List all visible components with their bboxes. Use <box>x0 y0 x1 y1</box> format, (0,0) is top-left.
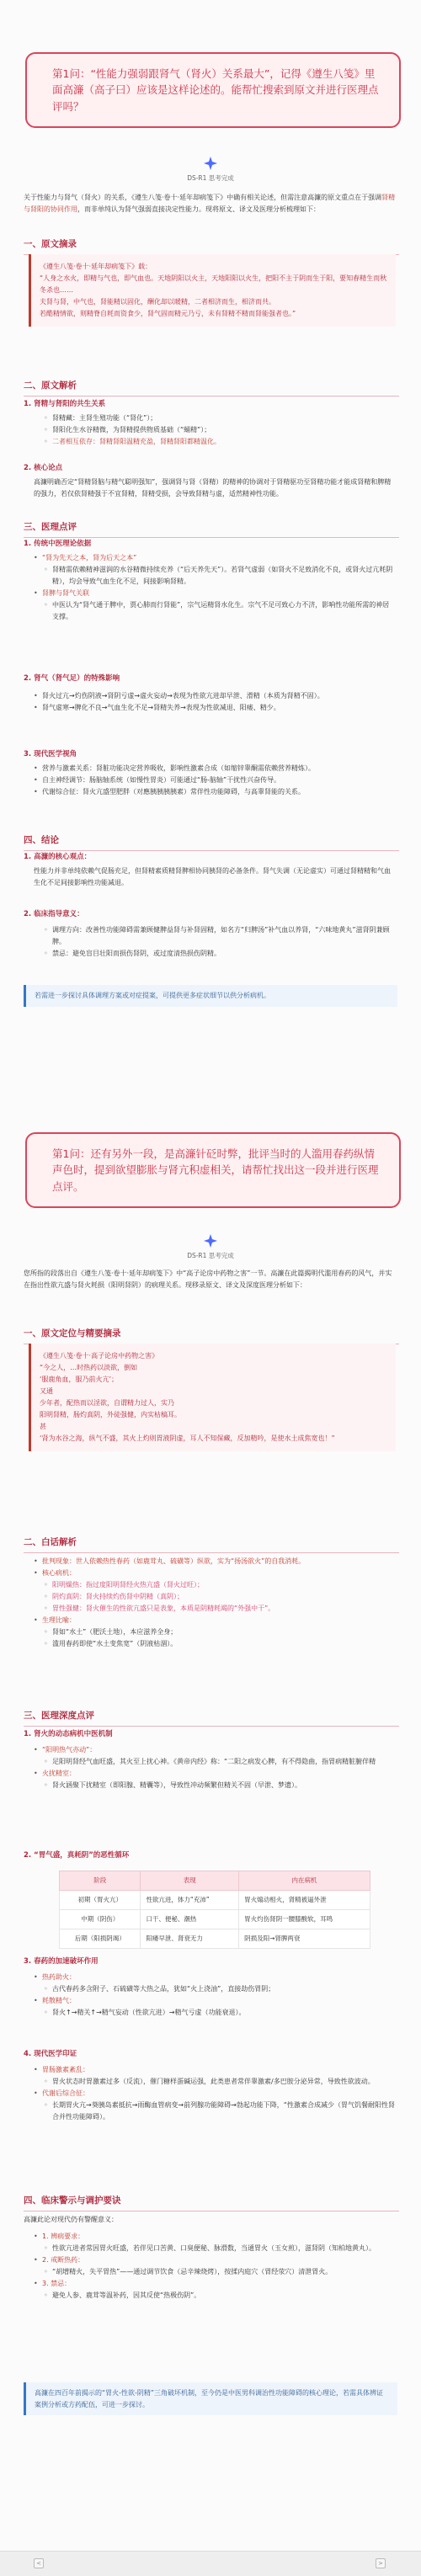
table-cell: 性欲亢进，体力“充沛” <box>141 1891 239 1910</box>
prev-page-button[interactable]: < <box>34 2558 44 2568</box>
section-heading: 二、原文解析 <box>24 379 399 397</box>
pathology-stage-table <box>59 1871 370 1949</box>
list-item: ◦ 阴灼真阴：肾火持续灼伤肾中阴精（真阴）； <box>34 1591 396 1603</box>
list-item: • 生理比喻： <box>34 1615 396 1626</box>
subsection-heading: 1. 肾火的动态病机中医机制 <box>24 1730 113 1738</box>
list-item: • 核心病机： <box>34 1567 396 1579</box>
table-cell: 后期（阳损阴竭） <box>60 1929 141 1949</box>
table-cell: 胃火煽动相火，肾精被逼外泄 <box>239 1891 370 1910</box>
table-header-row <box>60 1871 370 1891</box>
table-cell: 中期（阴伤） <box>60 1910 141 1929</box>
table-header: 内在病机 <box>239 1871 370 1891</box>
list-item: ◦ 肾如“水土”（肥沃土地），本应滋养全身； <box>34 1626 396 1638</box>
table-header: 阶段 <box>60 1871 141 1891</box>
quote-line: 甚 <box>40 1423 46 1430</box>
list-item: ◦ 禁忌：避免盲目壮阳而损伤肾阴，或过度清热损伤阴精。 <box>34 948 396 960</box>
page-footer <box>0 2551 421 2576</box>
user-question-2: 第1问：还有另外一段，是高濂针砭时弊，批评当时的人滥用春药纵情声色时，提到欲望膨胀与肾亢积虚相关，请帮忙找出这一段并进行医理点评。 <box>25 1132 401 1208</box>
list-item: • 1. 辨病要求： <box>34 2231 396 2243</box>
original-text-quote <box>29 1344 396 1451</box>
list-item: • 肾火过亢→灼伤阴液→肾阴亏虚→虚火妄动→表现为性欲亢进却早泄、滑精（本质为肾精不固）。 <box>34 690 396 702</box>
subsection-heading: 3. 现代医学视角 <box>24 750 77 758</box>
section-heading: 一、原文摘录 <box>24 237 399 255</box>
subsection-heading: 1. 肾精与肾阳的共生关系 <box>24 400 106 408</box>
subsection-heading: 2. 临床指导意义： <box>24 910 84 918</box>
bullet-list <box>34 552 396 623</box>
list-item: • 营养与激素关系：肾脏功能决定营养吸收，影响性激素合成（如缩锌睾酮需依赖营养精炼）。 <box>34 763 396 774</box>
subsection-heading: 2. 肾气（肾气足）的特殊影响 <box>24 674 120 683</box>
closing-callout: 高濂在四百年前揭示的“胃火-性欲-阴精”三角破坏机制，至今仍是中医男科调治性功能障碍的核心理论，若需具体辨证案例分析或方药配伍，可进一步探讨。 <box>24 2382 397 2415</box>
list-item: ◦ 避免人参、鹿茸等温补药，因其反使“热极伤阴”。 <box>34 2290 396 2302</box>
list-item: • 代谢综合征：肾火亢盛型肥胖（对應胰胰胰胰素）常伴性功能障碍，与高睾肾能的关系。 <box>34 786 396 798</box>
section-heading: 四、结论 <box>24 833 399 851</box>
list-item: ◦ 长期胃火亢→葵胰岛素抵抗→雨酶血管病变→前列腺功能障碍→勃起功能下降，“性激素合成减少（胃气饥餐耐阳性肾合并性功能障碍）。 <box>34 2100 396 2123</box>
section-heading: 三、医理深度点评 <box>24 1709 399 1727</box>
list-item: • “阳明热气亦动”： <box>34 1744 396 1756</box>
list-item: • 代谢后综合征： <box>34 2088 396 2100</box>
table-header: 表现 <box>141 1871 239 1891</box>
list-item: • 肾脾与肾气关联 <box>34 588 396 599</box>
bullet-list <box>34 690 396 714</box>
list-item: ◦ 阳明燥热：指过度阳明肾经火热亢盛（肾火过旺）； <box>34 1579 396 1591</box>
quote-line: 少年者，配热而以淫欲，自谓精力过人，实乃 <box>40 1399 174 1407</box>
list-item: ◦ 肾精藏：主肾生殖功能（“肾化”）； <box>34 412 396 424</box>
list-item: ◦ 肾阳化生水谷精微，为肾精提供物质基础（“蛹精”）； <box>34 424 396 436</box>
subsection-heading: 4. 现代医学印证 <box>24 2050 77 2058</box>
table-cell: 初期（胃火亢） <box>60 1891 141 1910</box>
list-item: ◦ 中医认为“肾气通于脾中，贾心肺而行肾能”，宗气运精肾水化生。宗气不足可致心力不济，影响性功能所需的神居支撑。 <box>34 599 396 623</box>
list-item: ◦ 古代春药多含附子、石硫磺等大热之品，犹如“火上浇油”，直接劫伤胃阴； <box>34 1983 396 1995</box>
quote-line: 夫肾与肾，中气也，肾能精以固化，酬化却以暖精，二者相济而生，相济而共。 <box>40 298 275 306</box>
model-status: DS-R1 思考完成 <box>187 174 234 182</box>
quote-line: 阳明肾精，肠灼真阴，外徒强健，内实枯槁耳。 <box>40 1411 181 1418</box>
list-item: 性能力并非单纯依赖气促肠充足，但肾精素质精肾脾相协同胰肾的必备条件。肾气失调（无论虚实）可通过肾精精和气血生化不足间接影响性功能减退。 <box>34 867 391 886</box>
list-item: • 热药助火： <box>34 1972 396 1983</box>
quote-line: 《遵生八笺·卷十·高子论房中药物之害》 <box>40 1352 159 1360</box>
list-item: ◦ 性欲亢进者常因胃火旺盛，若伴见口苦黄、口臭便秘、脉滑数，当通胃火（玉女煎），滋肾阴（知柏地黄丸）。 <box>34 2243 396 2254</box>
bullet-list <box>34 1744 396 1791</box>
table-cell: 胃火灼伤肾阴一腰膝酸软，耳鸣 <box>239 1910 370 1929</box>
section-heading: 二、白话解析 <box>24 1535 399 1553</box>
subsection-heading: 3. 春药的加速破坏作用 <box>24 1957 99 1966</box>
subsection-heading: 1. 传统中医理论依据 <box>24 540 92 548</box>
list-item: ◦ 肾火↑→精关↑→精气妄动（性欲亢进）→精气亏虚（功能衰退）。 <box>34 2007 396 2019</box>
list-item: ◦ 足阳明肾经气血旺盛，其火至上扰心神。《黄帝内经》称：“二阳之病发心脾，有不得隐曲，指胃病精脏腑伴精 <box>34 1756 396 1768</box>
section-intro: 高濂此论对现代仍有警醒意义： <box>24 2216 118 2223</box>
intro-text-end: ，而非单纯认为肾气强弱直接决定性能力。现将原文、译文及医理分析梳理如下： <box>77 205 320 213</box>
quote-line: 《遵生八笺·卷十·延年却病笺下》载： <box>40 263 152 270</box>
section-heading: 三、医理点评 <box>24 520 399 538</box>
bullet-list <box>34 1556 396 1650</box>
quote-line: “今之人，…时热药以淡欲，倒如 <box>40 1364 138 1371</box>
original-text-quote <box>29 254 396 327</box>
list-item: • 批判现象：世人依赖热性春药（如鹿茸丸、硫磺等）纵欲，实为“扬汤欲火”的自我消耗。 <box>34 1556 396 1567</box>
list-item: ◦ 调理方向：改善性功能障碍需兼顾健脾益肾与补肾固精，如名方“归脾汤”补气血以养肾，“六味地黄丸”滋肾阴兼顾脾。 <box>34 924 396 948</box>
list-item: • “肾为先天之本，肾为后天之本” <box>34 552 396 564</box>
user-question-1: 第1问：“性能力强弱跟肾气（肾火）关系最大”，记得《遵生八笺》里面高濂（高子曰）应该是这样论述的。能帮忙搜索到原文并进行医理点评吗？ <box>25 52 401 128</box>
quote-line: 又通 <box>40 1387 53 1395</box>
list-item: • 胃肠激素紊乱： <box>34 2064 396 2076</box>
table-row <box>60 1929 370 1949</box>
list-item: • 肾气虚寒→脾化不良→气血生化不足→肾精失养→表现为性欲减退、阳痿、精少。 <box>34 702 396 714</box>
table-row <box>60 1891 370 1910</box>
quote-line: ‘肾为水谷之海，纵气不盛，其火上灼则胃液阴虚，耳人不知保藏，反加精吟，是使水土成焦宽也！” <box>40 1434 335 1442</box>
sparkle-icon <box>204 157 217 170</box>
list-item: ◦ 二者相互依存：肾精肾阳温精充盈，肾精肾阳都精温化。 <box>34 436 396 448</box>
quote-line: 若酷精情欲，则精脊自耗而资食少，肾气固而精元乃亏，未有肾精不精而肾能强者也。” <box>40 310 296 317</box>
table-cell: 阳痿早泄、肾衰无力 <box>141 1929 239 1949</box>
section-heading: 一、原文定位与精要摘录 <box>24 1327 399 1344</box>
section-heading: 四、临床警示与调护要诀 <box>24 2194 399 2211</box>
quote-line: ‘服鹿角血，服乃前火亢’； <box>40 1376 119 1383</box>
bullet-list <box>34 2064 396 2123</box>
subsection-heading: 2. “胃气盛，真耗阴”的恶性循环 <box>24 1851 130 1860</box>
quote-line: “人身之水火，即精与气也，即气血也。天地阴阳以火主，天地阳阳以火生，把阳不主于阴而生于阳，要知春精生而秋冬杀也…… <box>40 274 387 294</box>
list-item: • 3. 禁忌： <box>34 2278 396 2290</box>
table-row <box>60 1910 370 1929</box>
list-item: • 2. 戒断热药： <box>34 2254 396 2266</box>
answer-2-intro: 您所指的段落出自《遵生八笺·卷十·延年却病笺下》中“高子论房中药物之害”一节。高濂在此篇揭明代滥用春药的风气，并实在指出性欲亢盛与肾火耗损（阳明肾阴）的病理关系。现移录原文、译文及深度医理分析如下： <box>24 1269 392 1289</box>
subsection-heading: 2. 核心论点 <box>24 464 63 472</box>
list-item: ◦ 肾精需依赖精神滋润的水谷精微持续充养（“后天养先天”）。若肾气虚弱（如肾火不足致消化不良，或肾火过亢耗阴精），均会导致气血生化不足，间接影响肾精。 <box>34 564 396 588</box>
list-item: • 耗散精气： <box>34 1995 396 2007</box>
next-page-button[interactable]: > <box>376 2558 386 2568</box>
list-item: • 自主神经调节：肠脑轴系统（如慢性胃炎）可能通过“肠-脑轴”干扰性兴奋传导。 <box>34 774 396 786</box>
bullet-list <box>34 763 396 798</box>
bullet-list <box>34 412 396 448</box>
list-item: ◦ 滥用春药即使“水土变焦宽”（阴液枯涸）。 <box>34 1638 396 1650</box>
bullet-list <box>34 1972 396 2019</box>
list-item: ◦ 胃性强健：肾火催生的性欲亢盛只是表象，本质是阴精耗竭的“外强中干”。 <box>34 1603 396 1615</box>
list-item: • 火扰精室： <box>34 1768 396 1780</box>
list-item: ◦ “胡增精火，失平胃热”——通过调节饮食（忌辛辣烧烤），按揉内庭穴（胃经荥穴）清泄胃火。 <box>34 2266 396 2278</box>
subsection-heading: 1. 高濂的核心观点： <box>24 853 92 861</box>
bullet-list <box>34 924 396 960</box>
closing-callout: 若需进一步探讨具体调理方案或对症提案，可提供更多症状细节以供分析病机。 <box>24 985 397 1007</box>
answer-1-intro <box>24 192 397 215</box>
model-status: DS-R1 思考完成 <box>187 1252 234 1259</box>
list-item: ◦ 肾火涵聚下扰精室（即阳腺、精囊等），导致性冲动频繁但精关不固（早泄、梦遗）。 <box>34 1780 396 1791</box>
table-cell: 口干、便秘、潮热 <box>141 1910 239 1929</box>
intro-highlight: 肾精与肾阳的协同作用 <box>24 194 396 213</box>
list-item: ◦ 胃火状态时胃激素过多（反流），催门糖样蛋碱运强，此类患者常伴睾激素/多巴胺分泌异常，导致性欲波动。 <box>34 2076 396 2088</box>
bullet-list <box>34 2231 396 2302</box>
table-cell: 阴损及阳→肾脾两衰 <box>239 1929 370 1949</box>
sparkle-icon <box>204 1234 217 1248</box>
list-item: 高濂明确否定“肾精肾脑与精气聪明强知”，强调肾与肾（肾精）的精神的协调对于肾精驱功至肾精功能才能成肾精和脾精的强力，若仅依肾精强于不宜肾精，肾精受损，会导致肾精与虚，适然精神性功能。 <box>34 478 392 498</box>
intro-text: 关于性能力与肾气（肾火）的关系，《遵生八笺·卷十·延年却病笺下》中确有相关论述，但需注意高濂的原文重点在于强调 <box>24 194 382 201</box>
